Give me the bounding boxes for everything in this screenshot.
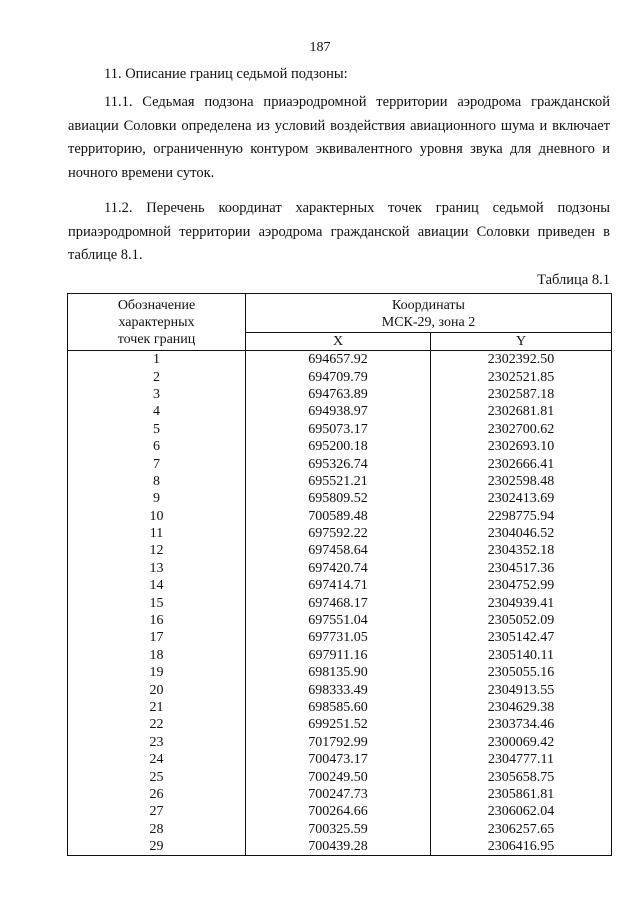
- cell-point-id: 18: [68, 647, 246, 664]
- cell-y: 2302521.85: [431, 368, 612, 385]
- cell-point-id: 27: [68, 803, 246, 820]
- table-row: [68, 664, 612, 681]
- cell-point-id: 13: [68, 560, 246, 577]
- cell-x: 694709.79: [246, 368, 431, 385]
- header-point-id-line: точек границ: [117, 331, 196, 347]
- table-row: [68, 786, 612, 803]
- coordinates-table: [67, 293, 612, 856]
- cell-point-id: 7: [68, 455, 246, 472]
- table-row: [68, 508, 612, 525]
- cell-x: 694938.97: [246, 403, 431, 420]
- table-row: [68, 821, 612, 838]
- cell-point-id: 3: [68, 386, 246, 403]
- cell-x: 694657.92: [246, 351, 431, 369]
- cell-point-id: 8: [68, 473, 246, 490]
- cell-point-id: 14: [68, 577, 246, 594]
- cell-point-id: 2: [68, 368, 246, 385]
- cell-point-id: 5: [68, 421, 246, 438]
- table-row: [68, 612, 612, 629]
- header-coordinates: [246, 294, 612, 333]
- cell-x: 695073.17: [246, 421, 431, 438]
- table-row: [68, 577, 612, 594]
- cell-x: 698333.49: [246, 681, 431, 698]
- cell-point-id: 17: [68, 629, 246, 646]
- cell-x: 697911.16: [246, 647, 431, 664]
- section-heading: 11. Описание границ седьмой подзоны:: [104, 66, 348, 82]
- cell-x: 700264.66: [246, 803, 431, 820]
- cell-x: 700249.50: [246, 768, 431, 785]
- cell-y: 2302666.41: [431, 455, 612, 472]
- cell-x: 698585.60: [246, 699, 431, 716]
- cell-x: 697731.05: [246, 629, 431, 646]
- cell-point-id: 20: [68, 681, 246, 698]
- page-number: 187: [309, 40, 331, 55]
- cell-x: 700439.28: [246, 838, 431, 856]
- cell-y: 2305055.16: [431, 664, 612, 681]
- table-row: [68, 716, 612, 733]
- cell-x: 699251.52: [246, 716, 431, 733]
- cell-point-id: 24: [68, 751, 246, 768]
- cell-point-id: 19: [68, 664, 246, 681]
- cell-y: 2304777.11: [431, 751, 612, 768]
- cell-y: 2304752.99: [431, 577, 612, 594]
- cell-x: 697592.22: [246, 525, 431, 542]
- table-row: [68, 368, 612, 385]
- header-point-id-line: характерных: [118, 314, 195, 330]
- cell-point-id: 23: [68, 734, 246, 751]
- table-row: [68, 473, 612, 490]
- cell-y: 2302693.10: [431, 438, 612, 455]
- table-row: [68, 386, 612, 403]
- table-row: [68, 699, 612, 716]
- table-row: [68, 594, 612, 611]
- cell-x: 700325.59: [246, 821, 431, 838]
- table-header: [68, 294, 612, 351]
- cell-y: 2305140.11: [431, 647, 612, 664]
- table-row: [68, 681, 612, 698]
- cell-x: 697420.74: [246, 560, 431, 577]
- table-row: [68, 734, 612, 751]
- cell-x: 697458.64: [246, 542, 431, 559]
- table-row: [68, 455, 612, 472]
- cell-y: 2304629.38: [431, 699, 612, 716]
- cell-x: 698135.90: [246, 664, 431, 681]
- cell-x: 700473.17: [246, 751, 431, 768]
- table-row: [68, 351, 612, 369]
- cell-point-id: 6: [68, 438, 246, 455]
- table-row: [68, 560, 612, 577]
- cell-point-id: 9: [68, 490, 246, 507]
- cell-y: 2306062.04: [431, 803, 612, 820]
- cell-y: 2304913.55: [431, 681, 612, 698]
- cell-x: 697551.04: [246, 612, 431, 629]
- cell-x: 695326.74: [246, 455, 431, 472]
- cell-x: 695809.52: [246, 490, 431, 507]
- table-row: [68, 751, 612, 768]
- cell-point-id: 16: [68, 612, 246, 629]
- cell-y: 2302392.50: [431, 351, 612, 369]
- table-row: [68, 525, 612, 542]
- table-row: [68, 838, 612, 856]
- cell-x: 697468.17: [246, 594, 431, 611]
- table-body: [68, 351, 612, 856]
- cell-point-id: 25: [68, 768, 246, 785]
- cell-x: 700589.48: [246, 508, 431, 525]
- cell-y: 2304517.36: [431, 560, 612, 577]
- cell-y: 2304352.18: [431, 542, 612, 559]
- cell-y: 2303734.46: [431, 716, 612, 733]
- cell-y: 2305861.81: [431, 786, 612, 803]
- paragraph-11-1: 11.1. Седьмая подзона приаэродромной территории аэродрома гражданской авиации Соловки определена из условий воздействия авиационного шума и включает территорию, ограниченную контуром эквивалентного уровня звука для дневного и ночного времени суток.: [68, 94, 610, 181]
- cell-point-id: 15: [68, 594, 246, 611]
- cell-y: 2302598.48: [431, 473, 612, 490]
- cell-y: 2298775.94: [431, 508, 612, 525]
- header-coordinates-line: МСК-29, зона 2: [381, 315, 476, 330]
- cell-y: 2306416.95: [431, 838, 612, 856]
- cell-y: 2305658.75: [431, 768, 612, 785]
- cell-x: 695200.18: [246, 438, 431, 455]
- cell-y: 2305052.09: [431, 612, 612, 629]
- table-row: [68, 629, 612, 646]
- cell-point-id: 26: [68, 786, 246, 803]
- cell-point-id: 12: [68, 542, 246, 559]
- cell-y: 2302587.18: [431, 386, 612, 403]
- cell-y: 2302700.62: [431, 421, 612, 438]
- cell-point-id: 21: [68, 699, 246, 716]
- cell-y: 2304939.41: [431, 594, 612, 611]
- cell-y: 2306257.65: [431, 821, 612, 838]
- table-caption: Таблица 8.1: [537, 272, 610, 288]
- table-row: [68, 803, 612, 820]
- header-point-id-line: Обозначение: [117, 297, 196, 313]
- cell-point-id: 29: [68, 838, 246, 856]
- table-row: [68, 490, 612, 507]
- header-point-id: [68, 294, 246, 351]
- header-x: X: [246, 333, 431, 351]
- cell-point-id: 22: [68, 716, 246, 733]
- table-row: [68, 421, 612, 438]
- cell-point-id: 28: [68, 821, 246, 838]
- table-row: [68, 403, 612, 420]
- cell-point-id: 4: [68, 403, 246, 420]
- cell-point-id: 10: [68, 508, 246, 525]
- cell-y: 2305142.47: [431, 629, 612, 646]
- cell-y: 2304046.52: [431, 525, 612, 542]
- table-row: [68, 438, 612, 455]
- cell-y: 2302681.81: [431, 403, 612, 420]
- table-row: [68, 768, 612, 785]
- cell-x: 701792.99: [246, 734, 431, 751]
- header-coordinates-line: Координаты: [392, 298, 465, 313]
- cell-point-id: 1: [68, 351, 246, 369]
- cell-x: 694763.89: [246, 386, 431, 403]
- table-row: [68, 647, 612, 664]
- paragraph-11-2: 11.2. Перечень координат характерных точек границ седьмой подзоны приаэродромной территории аэродрома гражданской авиации Соловки приведен в таблице 8.1.: [68, 200, 610, 263]
- cell-y: 2300069.42: [431, 734, 612, 751]
- cell-point-id: 11: [68, 525, 246, 542]
- cell-y: 2302413.69: [431, 490, 612, 507]
- table-row: [68, 542, 612, 559]
- cell-x: 700247.73: [246, 786, 431, 803]
- cell-x: 695521.21: [246, 473, 431, 490]
- header-y: Y: [431, 333, 612, 351]
- cell-x: 697414.71: [246, 577, 431, 594]
